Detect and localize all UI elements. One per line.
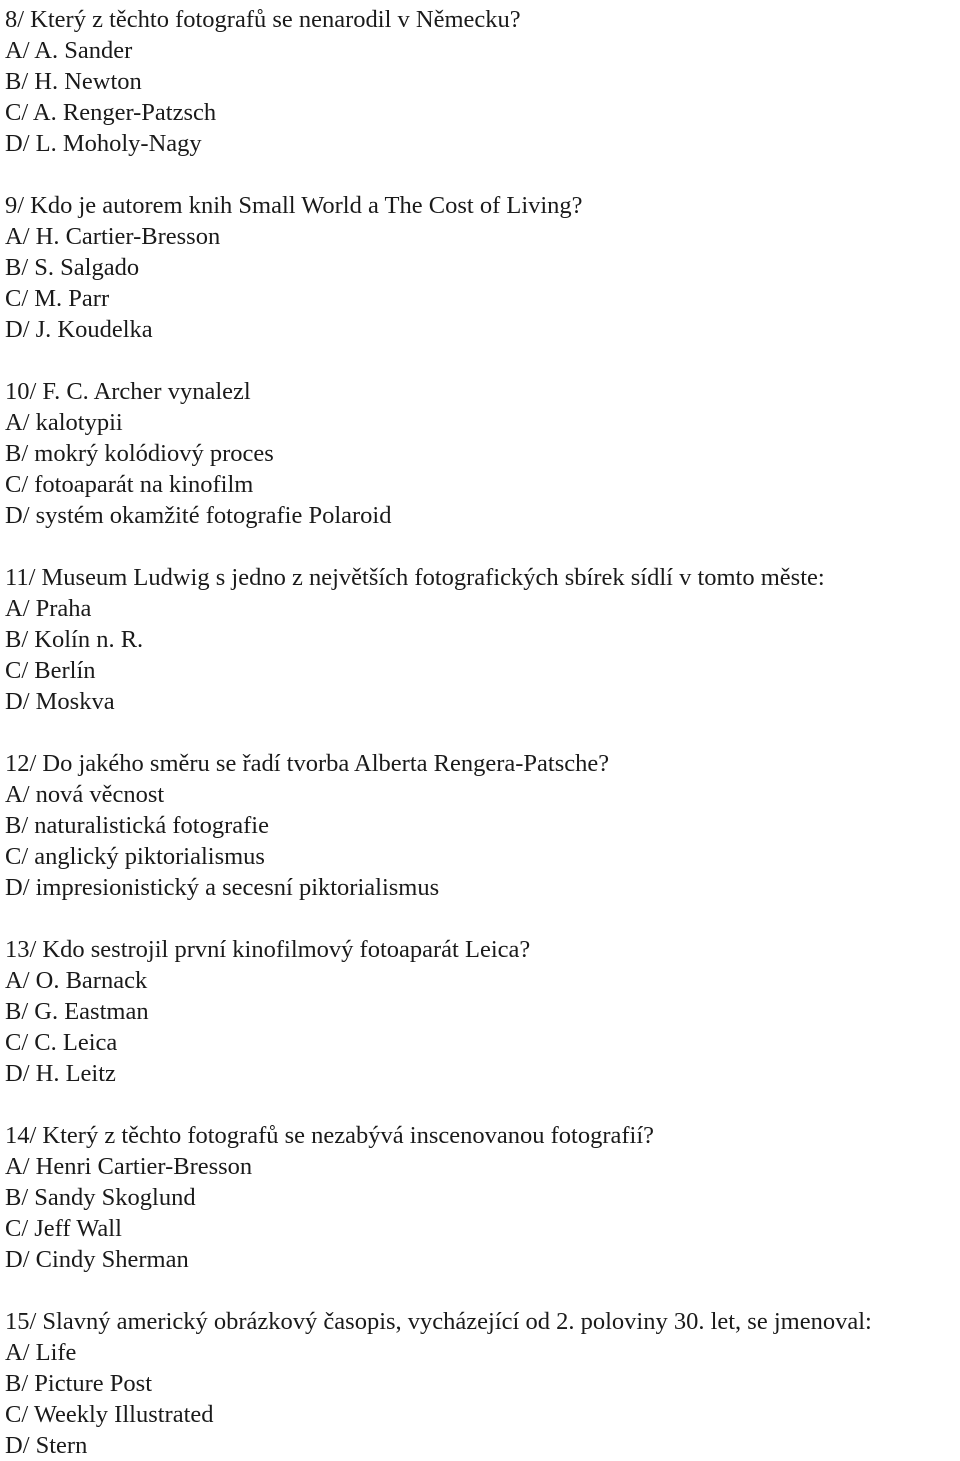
answer-option-c: C/ A. Renger-Patzsch xyxy=(5,99,217,126)
question-text: 15/ Slavný americký obrázkový časopis, vycházející od 2. poloviny 30. let, se jmenoval: xyxy=(5,1308,872,1335)
answer-option-b: B/ Kolín n. R. xyxy=(5,626,144,653)
answer-option-a: A/ Praha xyxy=(5,595,92,622)
answer-option-c: C/ Berlín xyxy=(5,657,96,684)
answer-option-a: A/ Henri Cartier-Bresson xyxy=(5,1153,253,1180)
question-12 xyxy=(5,748,957,903)
answer-option-d: D/ systém okamžité fotografie Polaroid xyxy=(5,502,392,529)
question-10 xyxy=(5,376,957,531)
answer-option-c: C/ Weekly Illustrated xyxy=(5,1401,214,1428)
question-9 xyxy=(5,190,957,345)
question-8 xyxy=(5,4,957,159)
answer-option-d: D/ impresionistický a secesní piktorialismus xyxy=(5,874,440,901)
answer-option-d: D/ H. Leitz xyxy=(5,1060,116,1087)
question-text: 14/ Který z těchto fotografů se nezabývá inscenovanou fotografií? xyxy=(5,1122,654,1149)
answer-option-d: D/ L. Moholy-Nagy xyxy=(5,130,202,157)
quiz-document xyxy=(5,4,957,1461)
answer-option-d: D/ Cindy Sherman xyxy=(5,1246,189,1273)
answer-option-c: C/ Jeff Wall xyxy=(5,1215,122,1242)
answer-option-b: B/ G. Eastman xyxy=(5,998,149,1025)
question-14 xyxy=(5,1120,957,1275)
answer-option-b: B/ H. Newton xyxy=(5,68,142,95)
question-11 xyxy=(5,562,957,717)
answer-option-c: C/ M. Parr xyxy=(5,285,110,312)
answer-option-a: A/ A. Sander xyxy=(5,37,133,64)
question-text: 12/ Do jakého směru se řadí tvorba Alberta Rengera-Patsche? xyxy=(5,750,610,777)
question-15 xyxy=(5,1306,957,1461)
answer-option-a: A/ O. Barnack xyxy=(5,967,148,994)
question-text: 10/ F. C. Archer vynalezl xyxy=(5,378,251,405)
answer-option-c: C/ anglický piktorialismus xyxy=(5,843,265,870)
answer-option-b: B/ S. Salgado xyxy=(5,254,140,281)
answer-option-b: B/ naturalistická fotografie xyxy=(5,812,269,839)
answer-option-d: D/ J. Koudelka xyxy=(5,316,153,343)
answer-option-d: D/ Stern xyxy=(5,1432,88,1459)
answer-option-c: C/ C. Leica xyxy=(5,1029,118,1056)
answer-option-a: A/ kalotypii xyxy=(5,409,123,436)
answer-option-a: A/ nová věcnost xyxy=(5,781,165,808)
answer-option-a: A/ Life xyxy=(5,1339,77,1366)
answer-option-a: A/ H. Cartier-Bresson xyxy=(5,223,221,250)
question-13 xyxy=(5,934,957,1089)
question-text: 13/ Kdo sestrojil první kinofilmový fotoaparát Leica? xyxy=(5,936,531,963)
question-text: 9/ Kdo je autorem knih Small World a The Cost of Living? xyxy=(5,192,583,219)
question-text: 8/ Který z těchto fotografů se nenarodil v Německu? xyxy=(5,6,521,33)
answer-option-b: B/ mokrý kolódiový proces xyxy=(5,440,274,467)
question-text: 11/ Museum Ludwig s jedno z největších fotografických sbírek sídlí v tomto měste: xyxy=(5,564,825,591)
answer-option-c: C/ fotoaparát na kinofilm xyxy=(5,471,254,498)
answer-option-b: B/ Picture Post xyxy=(5,1370,153,1397)
answer-option-d: D/ Moskva xyxy=(5,688,115,715)
answer-option-b: B/ Sandy Skoglund xyxy=(5,1184,196,1211)
